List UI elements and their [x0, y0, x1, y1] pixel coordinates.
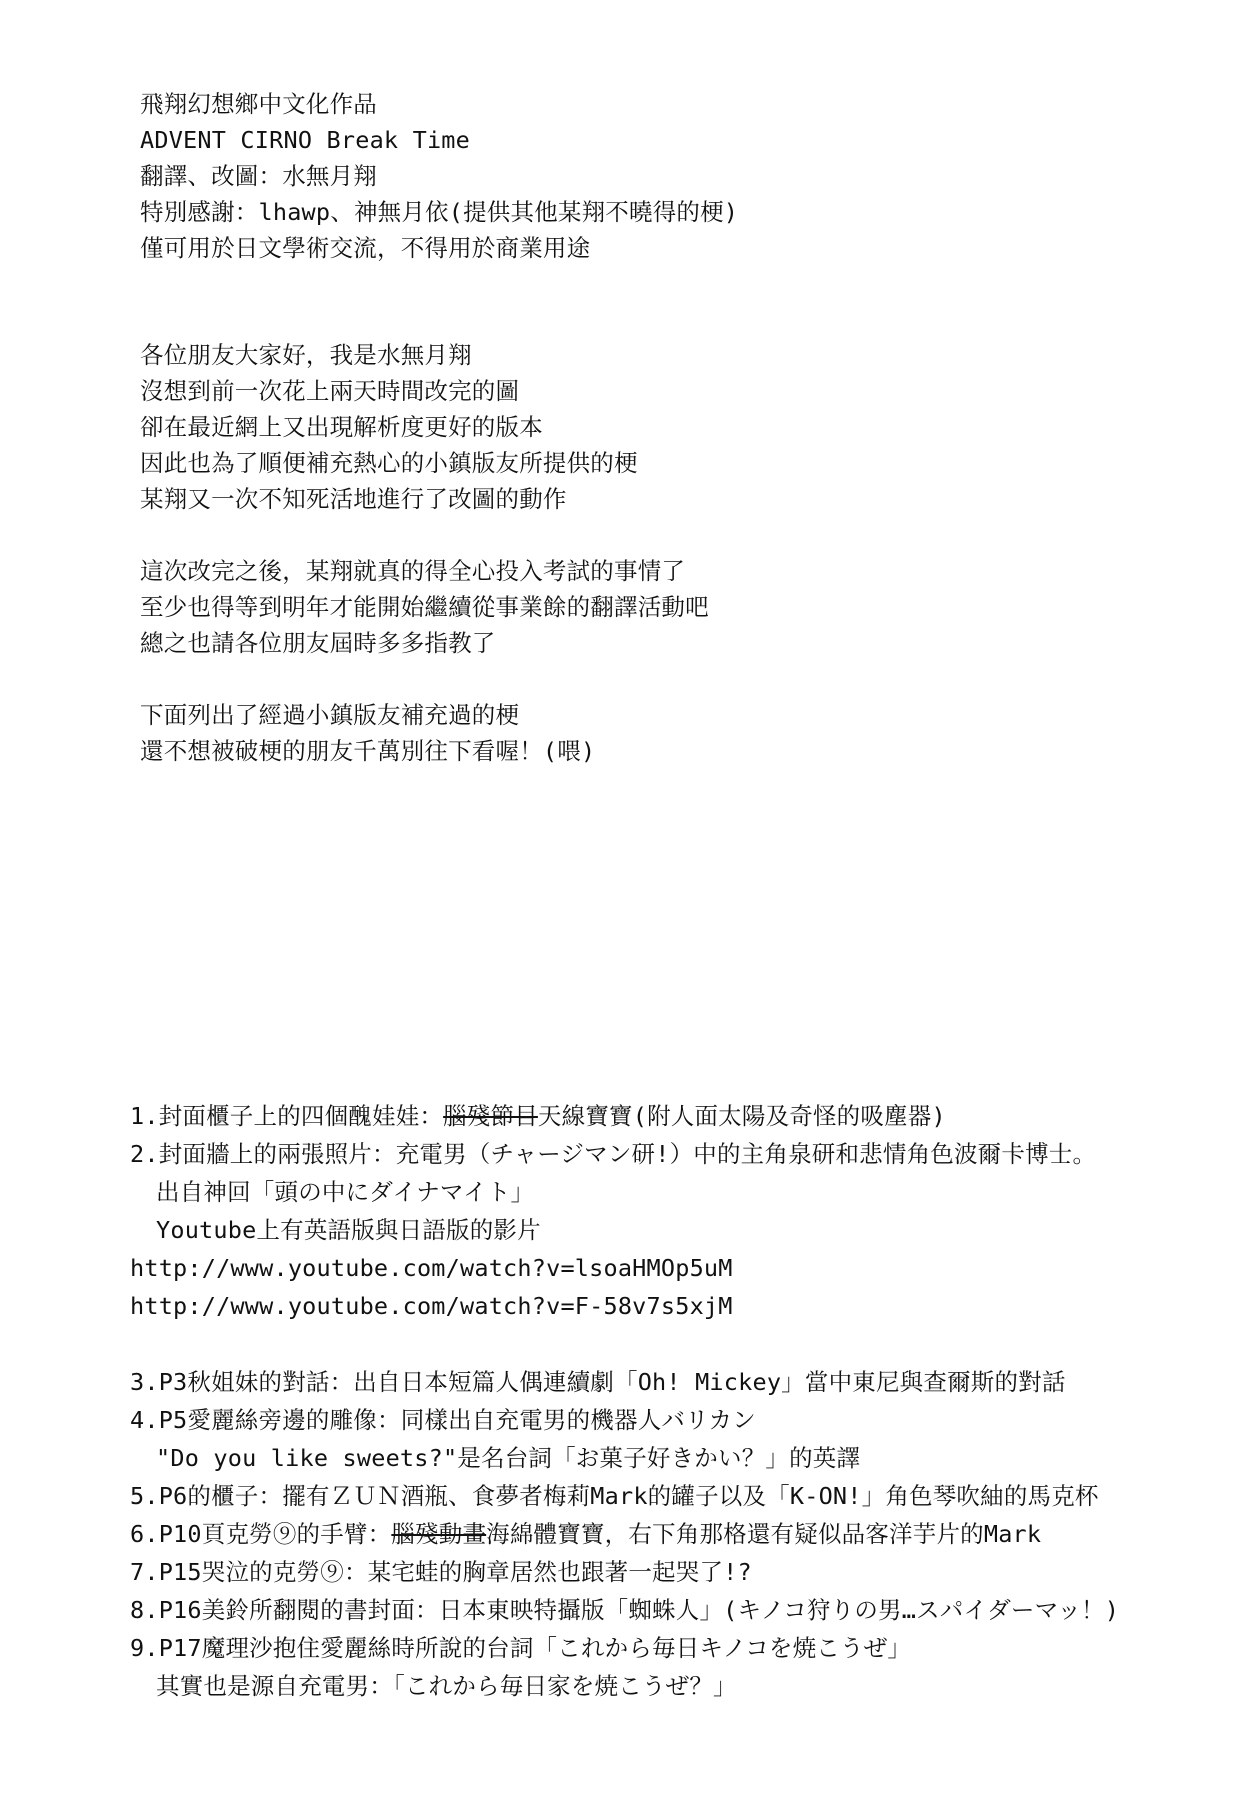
message-line: 至少也得等到明年才能開始繼續從事業餘的翻譯活動吧	[140, 593, 709, 621]
header-title: 飛翔幻想鄉中文化作品	[140, 90, 377, 118]
note-1-strike: 腦殘節目	[443, 1102, 538, 1130]
url-link[interactable]: http://www.youtube.com/watch?v=F-58v7s5xjM	[130, 1292, 733, 1320]
note-item-2: 2.封面牆上的兩張照片：充電男（チャージマン研!）中的主角泉研和悲情角色波爾卡博士。	[130, 1140, 1097, 1168]
message-line: 沒想到前一次花上兩天時間改完的圖	[140, 377, 520, 405]
note-item-4-continued: "Do you like sweets?"是名台詞「お菓子好きかい？」的英譯	[156, 1444, 861, 1472]
message-line: 各位朋友大家好，我是水無月翔	[140, 341, 472, 369]
header-work: ADVENT CIRNO Break Time	[140, 126, 471, 154]
note-1-text: 1.封面櫃子上的四個醜娃娃：	[130, 1102, 444, 1130]
note-item-4: 4.P5愛麗絲旁邊的雕像：同樣出自充電男的機器人バリカン	[130, 1406, 756, 1434]
note-item-8: 8.P16美鈴所翻閱的書封面：日本東映特攝版「蜘蛛人」(キノコ狩りの男…スパイダーマッ！)	[130, 1596, 1120, 1624]
url-link[interactable]: http://www.youtube.com/watch?v=lsoaHMOp5uM	[130, 1254, 733, 1282]
note-item-9-continued: 其實也是源自充電男：「これから毎日家を焼こうぜ？」	[156, 1672, 737, 1700]
header-credits: 翻譯、改圖：水無月翔	[140, 162, 377, 190]
note-item-3: 3.P3秋姐妹的對話：出自日本短篇人偶連續劇「Oh! Mickey」當中東尼與查爾斯的對話	[130, 1368, 1066, 1396]
note-1-text-after: 天線寶寶(附人面太陽及奇怪的吸塵器)	[537, 1102, 946, 1130]
message-line: 卻在最近網上又出現解析度更好的版本	[140, 413, 543, 441]
note-6-text-after: 海綿體寶寶，右下角那格還有疑似品客洋芋片的Mark	[486, 1520, 1042, 1548]
note-item-2-continued: Youtube上有英語版與日語版的影片	[156, 1216, 541, 1244]
message-line: 下面列出了經過小鎮版友補充過的梗	[140, 701, 520, 729]
header-thanks: 特別感謝：lhawp、神無月依(提供其他某翔不曉得的梗)	[140, 198, 739, 226]
note-item-5: 5.P6的櫃子：擺有ＺＵＮ酒瓶、食夢者梅莉Mark的罐子以及「K-ON!」角色琴吹紬的馬克杯	[130, 1482, 1099, 1510]
note-item-9: 9.P17魔理沙抱住愛麗絲時所說的台詞「これから毎日キノコを焼こうぜ」	[130, 1634, 912, 1662]
note-6-text: 6.P10頁克勞⑨的手臂：	[130, 1520, 392, 1548]
message-line: 某翔又一次不知死活地進行了改圖的動作	[140, 485, 567, 513]
message-line: 因此也為了順便補充熱心的小鎮版友所提供的梗	[140, 449, 638, 477]
note-6-strike: 腦殘動畫	[391, 1520, 487, 1548]
note-item-1	[130, 1098, 946, 1134]
message-line: 這次改完之後，某翔就真的得全心投入考試的事情了	[140, 557, 686, 585]
note-item-7: 7.P15哭泣的克勞⑨：某宅蛙的胸章居然也跟著一起哭了!?	[130, 1558, 752, 1586]
message-line: 總之也請各位朋友屆時多多指教了	[140, 629, 496, 657]
note-item-6	[130, 1516, 1041, 1552]
note-item-2-continued: 出自神回「頭の中にダイナマイト」	[156, 1178, 535, 1206]
header-notice: 僅可用於日文學術交流，不得用於商業用途	[140, 234, 591, 262]
message-line: 還不想被破梗的朋友千萬別往下看喔！(喂)	[140, 737, 596, 765]
